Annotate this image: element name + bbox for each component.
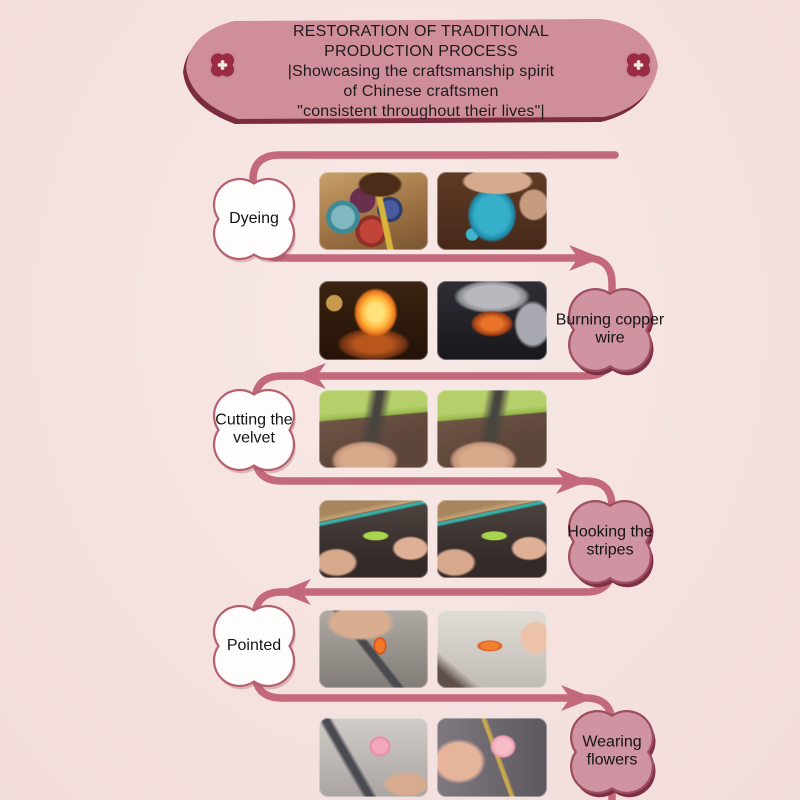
header-line: of Chinese craftsmen [343,83,499,100]
photo-wire-annealing [437,281,547,360]
step-label: Dyeing [229,209,279,227]
header-line: PRODUCTION PROCESS [324,43,518,60]
photo-pointed-trim [319,610,428,688]
step-badge-wearing-flowers [565,705,659,799]
photo-dye-bowls [319,172,428,250]
photo-cutting-velvet-2 [437,390,547,468]
flow-path [253,155,615,800]
step-label: Burning copper wire [555,311,665,347]
photo-wearing-flowers-1 [319,718,428,797]
step-label: Wearing flowers [582,733,642,769]
header-line: "consistent throughout their lives"| [297,103,545,120]
step-badge-cutting-the-velvet [208,384,300,476]
photo-wearing-flowers-2 [437,718,547,797]
photo-pointed-shape [437,610,547,688]
step-badge-pointed [208,600,300,692]
header-banner [178,4,664,136]
header-line: RESTORATION OF TRADITIONAL [293,23,549,40]
header-text [208,22,634,122]
step-badge-burning-copper-wire [555,283,665,377]
header-line: |Showcasing the craftsmanship spirit [287,63,555,80]
photo-dye-rinse [437,172,547,250]
step-badge-hooking-the-stripes [563,495,657,589]
photo-hooking-stripes-2 [437,500,547,578]
step-label: Cutting the velvet [215,411,293,447]
photo-wire-fire [319,281,428,360]
step-label: Hooking the stripes [567,523,653,559]
step-label: Pointed [226,636,282,654]
photo-cutting-velvet-1 [319,390,428,468]
photo-hooking-stripes-1 [319,500,428,578]
step-badge-dyeing [208,173,300,265]
